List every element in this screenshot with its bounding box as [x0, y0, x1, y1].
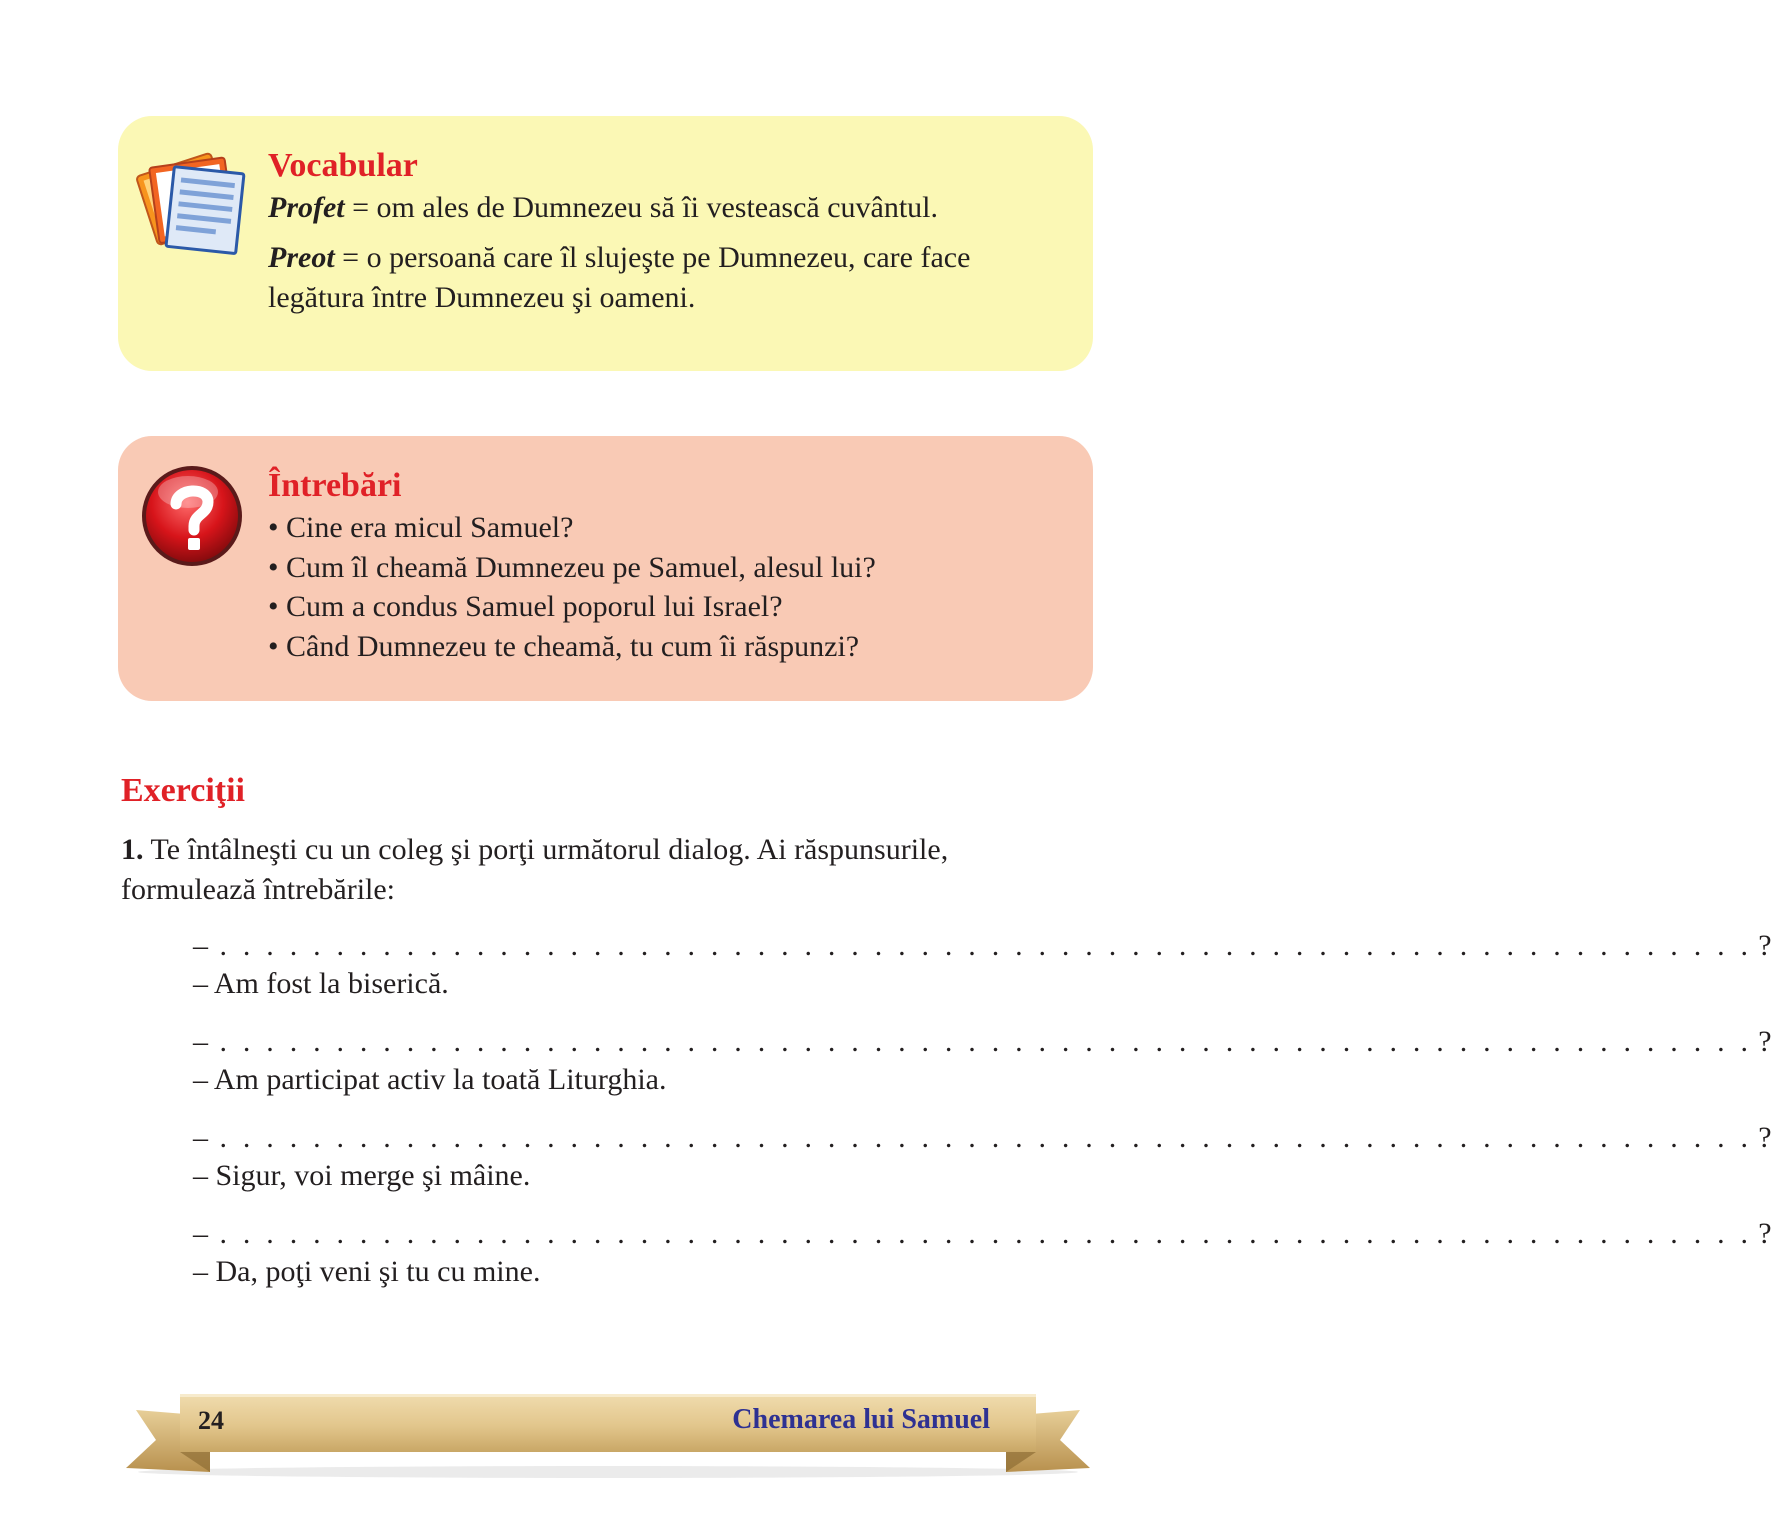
- documents-icon: [134, 140, 252, 258]
- question-item: • Cum a condus Samuel poporul lui Israel?: [268, 590, 783, 623]
- question-item: • Când Dumnezeu te cheamă, tu cum îi răspunzi?: [268, 629, 860, 663]
- vocabulary-box: [118, 116, 1093, 371]
- question-mark: ?: [1758, 1025, 1772, 1058]
- question-blank: [193, 928, 1772, 964]
- dialog-pair: [193, 1024, 1772, 1120]
- dialog-answer: – Da, poţi veni şi tu cu mine.: [193, 1255, 541, 1288]
- dialog-pair: [193, 928, 1772, 1024]
- question-mark: ?: [1758, 1121, 1772, 1154]
- vocabulary-definition: = om ales de Dumnezeu să îi vestească cuvântul.: [344, 191, 939, 224]
- dash: –: [193, 1025, 216, 1058]
- dialog-answer: – Sigur, voi merge şi mâine.: [193, 1159, 531, 1192]
- questions-box: [118, 436, 1093, 701]
- question-mark: ?: [1758, 929, 1772, 962]
- dash: –: [193, 929, 216, 962]
- vocabulary-definition: = o persoană care îl slujeşte pe Dumnezeu, care face legătura între Dumnezeu şi oameni.: [268, 241, 971, 314]
- question-blank: [193, 1024, 1772, 1060]
- dotted-line: . . . . . . . . . . . . . . . . . . . . . . . . . . . . . . . . . . . . . . . . . . . . . . . . . . . . . . . . . . . . . . . . . .: [219, 1025, 1753, 1058]
- question-mark: ?: [1758, 1217, 1772, 1250]
- dotted-line: . . . . . . . . . . . . . . . . . . . . . . . . . . . . . . . . . . . . . . . . . . . . . . . . . . . . . . . . . . . . . . . . . .: [219, 929, 1753, 962]
- exercise-instruction: [121, 830, 1071, 910]
- question-item: • Cine era micul Samuel?: [268, 511, 574, 544]
- question-blank: [193, 1216, 1772, 1252]
- dash: –: [193, 1217, 216, 1250]
- vocabulary-term: Profet: [268, 191, 345, 224]
- dialog-answer: – Am participat activ la toată Liturghia.: [193, 1063, 667, 1096]
- exercise-number: 1.: [121, 833, 144, 866]
- question-blank: [193, 1120, 1772, 1156]
- dialog-pair: [193, 1120, 1772, 1216]
- page-footer: [118, 1388, 1098, 1480]
- vocabulary-title: Vocabular: [268, 147, 418, 184]
- exercises-title: Exerciţii: [121, 772, 245, 809]
- vocabulary-term: Preot: [268, 241, 335, 274]
- page-number: 24: [198, 1406, 224, 1435]
- question-item: • Cum îl cheamă Dumnezeu pe Samuel, alesul lui?: [268, 550, 876, 584]
- chapter-title: Chemarea lui Samuel: [732, 1404, 990, 1435]
- vocabulary-entry: [268, 238, 1067, 318]
- dotted-line: . . . . . . . . . . . . . . . . . . . . . . . . . . . . . . . . . . . . . . . . . . . . . . . . . . . . . . . . . . . . . . . . . .: [219, 1121, 1753, 1154]
- question-mark-icon: [138, 462, 246, 570]
- dialog: [193, 928, 1772, 1312]
- dialog-answer: – Am fost la biserică.: [193, 967, 449, 1000]
- dash: –: [193, 1121, 216, 1154]
- vocabulary-entry: [268, 188, 1067, 228]
- exercise-text: Te întâlneşti cu un coleg şi porţi următorul dialog. Ai răspunsurile, formulează întrebările:: [121, 833, 949, 906]
- dialog-pair: [193, 1216, 1772, 1312]
- dotted-line: . . . . . . . . . . . . . . . . . . . . . . . . . . . . . . . . . . . . . . . . . . . . . . . . . . . . . . . . . . . . . . . . . .: [219, 1217, 1753, 1250]
- questions-title: Întrebări: [268, 467, 402, 504]
